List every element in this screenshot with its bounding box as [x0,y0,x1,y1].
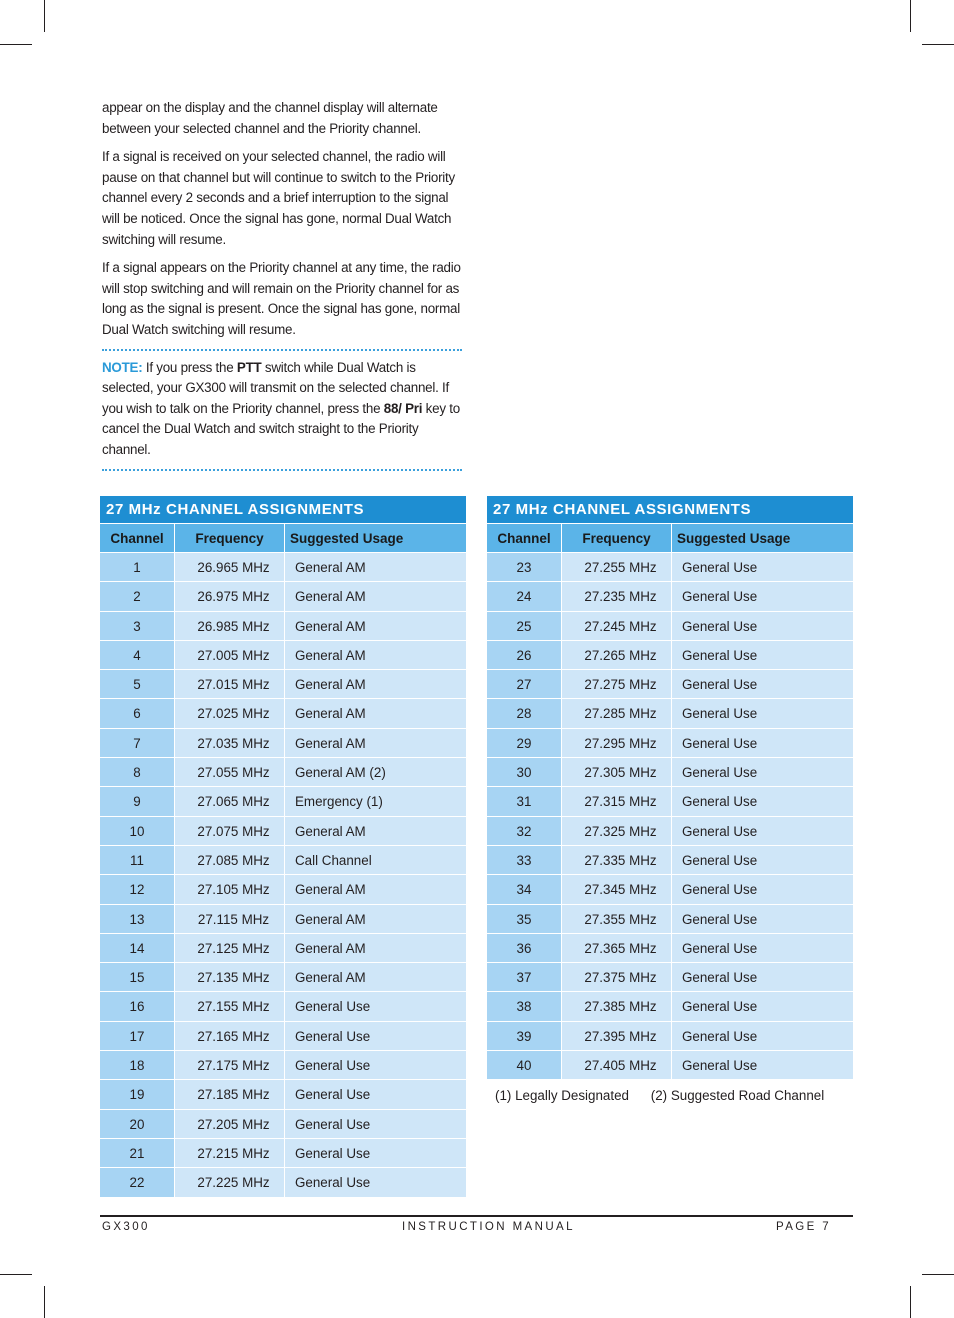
cell-suggested-usage: General AM [285,699,466,728]
cell-frequency: 27.245 MHz [562,612,672,641]
cell-frequency: 27.005 MHz [175,641,285,670]
cell-channel: 21 [100,1139,175,1168]
table-row [100,1080,466,1109]
table-row [100,641,466,670]
crop-mark [922,44,954,45]
cell-suggested-usage: General Use [672,817,853,846]
table-row [100,846,466,875]
table-row [100,787,466,816]
cell-channel: 27 [487,670,562,699]
cell-channel: 3 [100,612,175,641]
table-row [100,1110,466,1139]
cell-suggested-usage: General AM (2) [285,758,466,787]
table-row [100,875,466,904]
note-fragment: If you press the [142,359,237,375]
table-header-row [100,524,466,553]
cell-frequency: 27.185 MHz [175,1080,285,1109]
cell-channel: 14 [100,934,175,963]
cell-frequency: 27.055 MHz [175,758,285,787]
cell-suggested-usage: General AM [285,612,466,641]
table-row [100,582,466,611]
cell-suggested-usage: General AM [285,817,466,846]
cell-suggested-usage: General Use [672,1022,853,1051]
cell-suggested-usage: General Use [672,729,853,758]
footer-rule [100,1215,853,1217]
table-row [100,758,466,787]
cell-frequency: 27.315 MHz [562,787,672,816]
cell-channel: 15 [100,963,175,992]
cell-suggested-usage: General Use [285,1139,466,1168]
cell-frequency: 27.235 MHz [562,582,672,611]
cell-channel: 8 [100,758,175,787]
table-row [487,758,853,787]
cell-suggested-usage: General Use [672,758,853,787]
crop-mark [910,1286,911,1318]
cell-suggested-usage: General Use [672,846,853,875]
cell-frequency: 27.155 MHz [175,992,285,1021]
table-row [100,963,466,992]
cell-channel: 35 [487,905,562,934]
cell-suggested-usage: Call Channel [285,846,466,875]
cell-suggested-usage: General AM [285,905,466,934]
footer-title: INSTRUCTION MANUAL [402,1221,575,1233]
cell-frequency: 27.255 MHz [562,553,672,582]
crop-mark [0,1274,32,1275]
cell-suggested-usage: General Use [285,1168,466,1197]
cell-frequency: 27.385 MHz [562,992,672,1021]
table-row [487,1051,853,1080]
header-suggested-usage: Suggested Usage [677,531,791,546]
table-row [100,699,466,728]
table-row [487,934,853,963]
cell-frequency: 27.015 MHz [175,670,285,699]
cell-channel: 23 [487,553,562,582]
cell-suggested-usage: General AM [285,729,466,758]
table-row [100,992,466,1021]
footnote: (1) Legally Designated [495,1088,629,1103]
cell-frequency: 27.375 MHz [562,963,672,992]
header-channel: Channel [487,524,562,552]
cell-channel: 28 [487,699,562,728]
cell-channel: 31 [487,787,562,816]
note-box [102,358,464,461]
cell-frequency: 27.115 MHz [175,905,285,934]
cell-channel: 16 [100,992,175,1021]
cell-suggested-usage: General AM [285,934,466,963]
cell-channel: 36 [487,934,562,963]
cell-suggested-usage: General Use [672,553,853,582]
cell-suggested-usage: General Use [672,963,853,992]
cell-channel: 22 [100,1168,175,1197]
cell-suggested-usage: General Use [285,1080,466,1109]
paragraph: If a signal is received on your selected channel, the radio will pause on that channel but will continue to switch to the Priority channel every 2 seconds and a brief interruption to the signal will be noticed. Once the signal has gone, normal Dual Watch switching will resume. [102,149,455,247]
cell-channel: 20 [100,1110,175,1139]
table-row [487,787,853,816]
cell-frequency: 27.205 MHz [175,1110,285,1139]
cell-frequency: 27.105 MHz [175,875,285,904]
table-row [487,641,853,670]
cell-frequency: 27.305 MHz [562,758,672,787]
cell-frequency: 27.175 MHz [175,1051,285,1080]
cell-suggested-usage: General Use [672,641,853,670]
cell-frequency: 27.025 MHz [175,699,285,728]
cell-frequency: 26.975 MHz [175,582,285,611]
table-row [487,582,853,611]
cell-channel: 40 [487,1051,562,1080]
cell-frequency: 27.225 MHz [175,1168,285,1197]
header-frequency: Frequency [562,524,672,552]
cell-channel: 7 [100,729,175,758]
cell-frequency: 27.365 MHz [562,934,672,963]
cell-suggested-usage: General Use [672,934,853,963]
cell-suggested-usage: General Use [672,699,853,728]
table-row [487,846,853,875]
footer-page-number: PAGE 7 [776,1221,832,1233]
footnote: (2) Suggested Road Channel [650,1088,825,1103]
cell-channel: 19 [100,1080,175,1109]
table-row [487,553,853,582]
cell-frequency: 27.125 MHz [175,934,285,963]
crop-mark [44,0,45,32]
table-row [487,670,853,699]
dotted-divider [102,349,462,351]
table-row [100,553,466,582]
cell-frequency: 27.035 MHz [175,729,285,758]
note-fragment: switch while Dual Watch is selected, your GX300 will transmit on the selected channel. If you wish to talk on the Priority channel, press the [102,359,449,416]
header-suggested-usage: Suggested Usage [290,531,404,546]
cell-suggested-usage: General Use [672,1051,853,1080]
table-footnotes [495,1086,842,1106]
cell-suggested-usage: General Use [285,1051,466,1080]
table-row [487,817,853,846]
note-bold: PTT [236,359,262,375]
table-row [487,1022,853,1051]
cell-frequency: 27.275 MHz [562,670,672,699]
cell-frequency: 27.285 MHz [562,699,672,728]
paragraph: If a signal appears on the Priority channel at any time, the radio will stop switching and will remain on the Priority channel for as long as the signal is present. Once the signal has gone, normal Dual Watch switching will resume. [102,260,461,337]
cell-frequency: 27.395 MHz [562,1022,672,1051]
cell-frequency: 26.985 MHz [175,612,285,641]
cell-channel: 12 [100,875,175,904]
header-channel: Channel [100,524,175,552]
table-row [487,963,853,992]
table-row [100,612,466,641]
cell-channel: 13 [100,905,175,934]
body-text-column [102,98,464,478]
cell-channel: 18 [100,1051,175,1080]
crop-mark [0,44,32,45]
cell-frequency: 27.085 MHz [175,846,285,875]
note-text [102,358,464,461]
cell-suggested-usage: General Use [285,1110,466,1139]
cell-frequency: 27.215 MHz [175,1139,285,1168]
footer-model: GX300 [102,1221,150,1233]
cell-channel: 1 [100,553,175,582]
table-row [100,905,466,934]
channel-table-right [487,496,853,1080]
table-row [100,934,466,963]
table-row [487,699,853,728]
cell-channel: 5 [100,670,175,699]
cell-channel: 25 [487,612,562,641]
cell-channel: 10 [100,817,175,846]
cell-suggested-usage: General AM [285,963,466,992]
note-label: NOTE: [102,359,143,375]
crop-mark [922,1274,954,1275]
cell-suggested-usage: General Use [672,670,853,699]
cell-frequency: 27.355 MHz [562,905,672,934]
cell-frequency: 27.135 MHz [175,963,285,992]
cell-frequency: 27.345 MHz [562,875,672,904]
cell-channel: 32 [487,817,562,846]
cell-suggested-usage: General Use [672,787,853,816]
cell-channel: 24 [487,582,562,611]
table-row [487,992,853,1021]
table-row [100,1168,466,1197]
cell-suggested-usage: General Use [672,905,853,934]
cell-suggested-usage: General AM [285,641,466,670]
cell-frequency: 26.965 MHz [175,553,285,582]
cell-frequency: 27.065 MHz [175,787,285,816]
cell-suggested-usage: General Use [672,875,853,904]
table-row [487,612,853,641]
cell-suggested-usage: Emergency (1) [285,787,466,816]
table-row [487,875,853,904]
cell-channel: 30 [487,758,562,787]
cell-channel: 6 [100,699,175,728]
table-row [100,1139,466,1168]
dotted-divider [102,469,462,471]
cell-suggested-usage: General Use [285,992,466,1021]
table-row [487,905,853,934]
cell-channel: 26 [487,641,562,670]
cell-suggested-usage: General AM [285,670,466,699]
table-row [100,729,466,758]
cell-channel: 29 [487,729,562,758]
cell-frequency: 27.325 MHz [562,817,672,846]
table-title: 27 MHz CHANNEL ASSIGNMENTS [487,496,853,524]
cell-frequency: 27.295 MHz [562,729,672,758]
note-bold: 88/ Pri [383,400,423,416]
cell-channel: 37 [487,963,562,992]
table-header-row [487,524,853,553]
paragraph: appear on the display and the channel display will alternate between your selected channel and the Priority channel. [102,100,438,136]
cell-frequency: 27.075 MHz [175,817,285,846]
cell-suggested-usage: General AM [285,582,466,611]
cell-channel: 9 [100,787,175,816]
table-row [100,817,466,846]
cell-frequency: 27.405 MHz [562,1051,672,1080]
cell-suggested-usage: General Use [672,582,853,611]
table-title: 27 MHz CHANNEL ASSIGNMENTS [100,496,466,524]
cell-frequency: 27.335 MHz [562,846,672,875]
table-row [487,729,853,758]
cell-suggested-usage: General AM [285,875,466,904]
table-row [100,1051,466,1080]
cell-channel: 4 [100,641,175,670]
cell-suggested-usage: General Use [672,992,853,1021]
cell-frequency: 27.265 MHz [562,641,672,670]
crop-mark [910,0,911,32]
cell-channel: 34 [487,875,562,904]
table-row [100,1022,466,1051]
cell-suggested-usage: General AM [285,553,466,582]
table-row [100,670,466,699]
cell-suggested-usage: General Use [285,1022,466,1051]
crop-mark [44,1286,45,1318]
cell-channel: 39 [487,1022,562,1051]
cell-channel: 33 [487,846,562,875]
cell-suggested-usage: General Use [672,612,853,641]
cell-channel: 11 [100,846,175,875]
note-fragment: key to cancel the Dual Watch and switch straight to the Priority channel. [102,400,460,457]
cell-frequency: 27.165 MHz [175,1022,285,1051]
cell-channel: 38 [487,992,562,1021]
cell-channel: 17 [100,1022,175,1051]
cell-channel: 2 [100,582,175,611]
header-frequency: Frequency [175,524,285,552]
channel-table-left [100,496,466,1198]
